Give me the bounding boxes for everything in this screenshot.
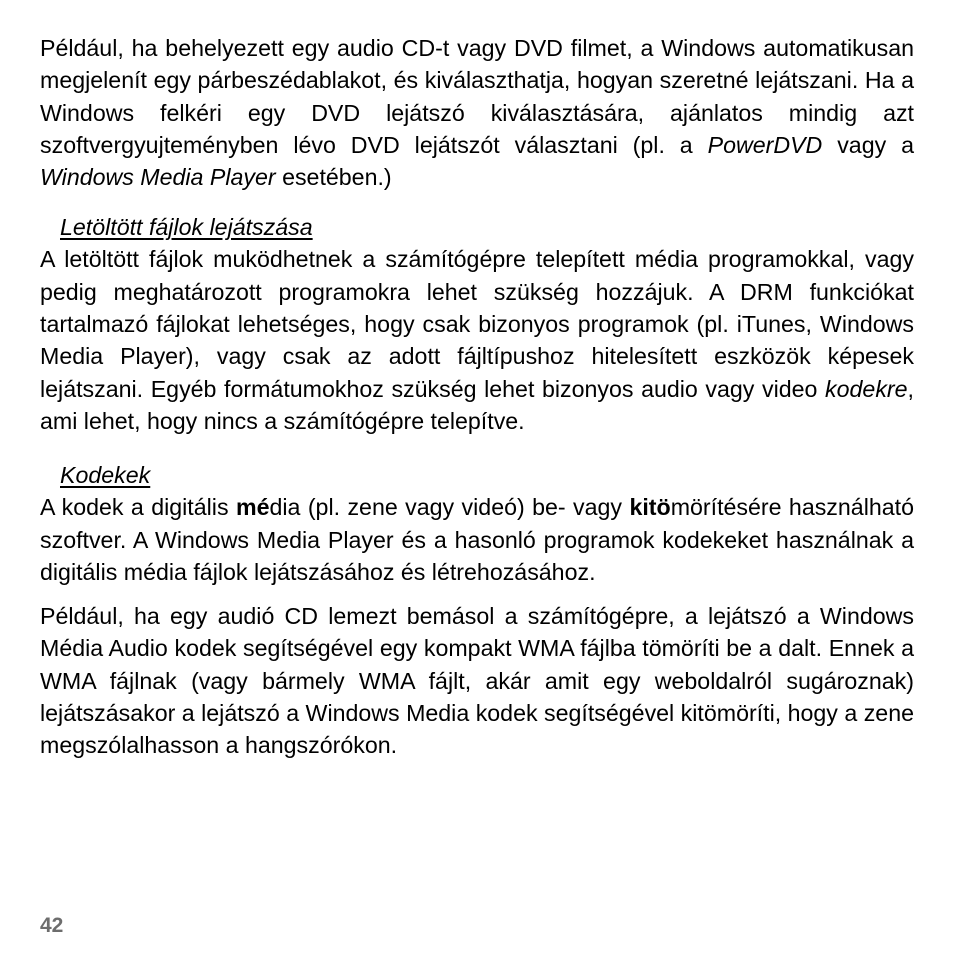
intro-italic-wmp: Windows Media Player <box>40 164 276 191</box>
intro-text-2: vagy a <box>822 131 914 158</box>
intro-text-1: Például, ha behelyezett egy audio CD-t vagy DVD filmet, a Windows automatikusan megjelenít egy párbeszédablakot, és kiválaszthatja, hogyan szeretné lejátszani. Ha a Windows felkéri egy DVD lejátszó kiválasztására, ajánlatos mindig azt szoftvergyujteményben lévo DVD lejátszót választani (pl. a <box>40 35 914 158</box>
codecs-paragraph-2: Például, ha egy audió CD lemezt bemásol a számítógépre, a lejátszó a Windows Média Audio kodek segítségével egy kompakt WMA fájlba tömöríti be a dalt. Ennek a WMA fájlnak (vagy bármely WMA fájlt, akár amit egy weboldalról sugároznak) lejátszásakor a lejátszó a Windows Media kodek segítségével kitömöríti, hogy a zene megszólalhasson a hangszórókon. <box>40 603 914 759</box>
codecs-text-3: mörítésére használható szoftver. A Windows Media Player és a hasonló programok kodekeket használnak a digitális média fájlok lejátszásához és létrehozásához. <box>40 494 914 585</box>
downloaded-text-1: A letöltött fájlok muködhetnek a számítógépre telepített média programokkal, vagy pedig meghatározott programokra lehet szükség hozzájuk. A DRM funkciókat tartalmazó fájlokat lehetséges, hogy csak bizonyos programok (pl. iTunes, Windows Media Player), vagy csak az adott fájltípushoz hitelesített eszközök képesek lejátszani. Egyéb formátumokhoz szükség lehet bizonyos audio vagy video <box>40 246 914 402</box>
page-number: 42 <box>40 914 64 937</box>
section-heading-downloaded-files: Letöltött fájlok lejátszása <box>60 214 313 241</box>
intro-text-3: esetében.) <box>275 164 392 191</box>
codecs-text-1: A kodek a digitális <box>40 494 236 521</box>
section-heading-codecs: Kodekek <box>60 462 151 489</box>
downloaded-text-2: , ami lehet, hogy nincs a számítógépre telepítve. <box>40 375 914 434</box>
intro-italic-powerdvd: PowerDVD <box>707 131 823 158</box>
page-content <box>40 32 914 762</box>
codecs-paragraph-1 <box>40 491 914 588</box>
intro-paragraph <box>40 32 914 193</box>
codecs-text-2: dia (pl. zene vagy videó) be- vagy <box>269 494 630 521</box>
downloaded-italic-codecs: kodekre <box>825 375 908 402</box>
downloaded-files-paragraph <box>40 243 914 437</box>
codecs-bold-kito: kitö <box>629 494 671 521</box>
codecs-bold-me: mé <box>235 494 270 521</box>
